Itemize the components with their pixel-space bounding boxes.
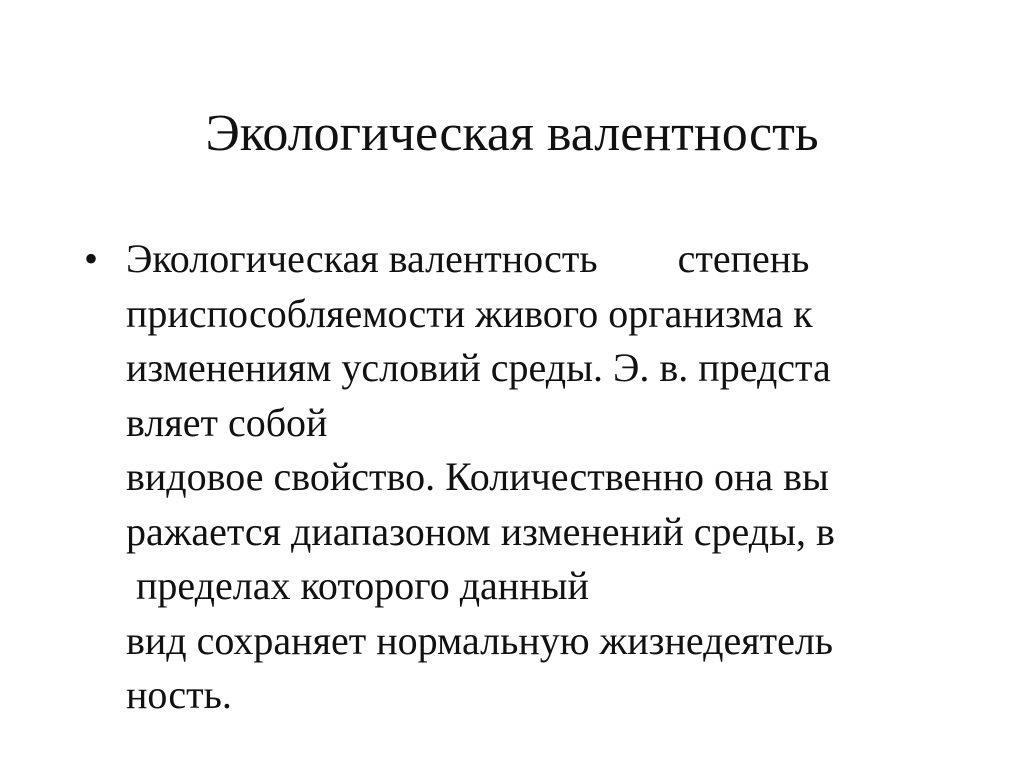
text-line: видовое свойство. Количественно она вы [126,454,829,499]
text-line: приспособляемости живого организма к [126,290,813,336]
text-line: Экологическая валентность степень [126,236,810,281]
text-line: пределах которого данный [126,563,589,608]
text-line: изменениям условий среды. Э. в. предста [126,345,831,390]
text-line: вид сохраняет нормальную жизнедеятель [126,617,834,663]
slide-title: Экологическая валентность [205,105,819,162]
bullet-marker: • [84,236,99,281]
text-line: ражается диапазоном изменений среды, в [126,508,835,554]
bullet-text [126,232,986,723]
text-line: ность. [126,672,232,717]
text-line: вляет собой [126,399,328,445]
